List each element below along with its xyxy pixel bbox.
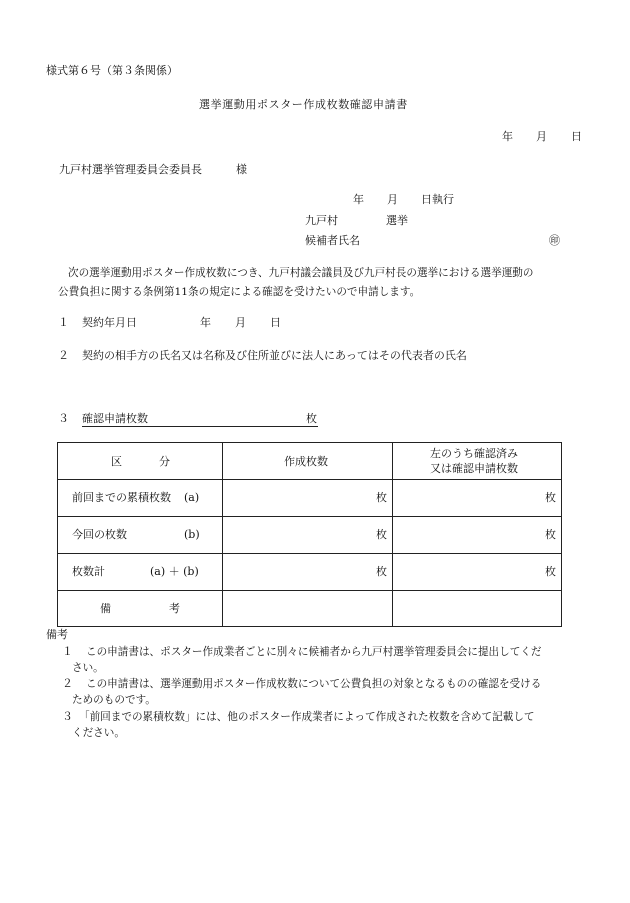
election-village: 九戸村 <box>305 214 338 227</box>
item-3-num: ３ <box>58 412 69 425</box>
addressee-name: 九戸村選挙管理委員会委員長 <box>59 163 202 176</box>
table-col-line-1 <box>222 443 223 626</box>
item-2-label: 契約の相手方の氏名又は名称及び住所並びに法人にあってはその代表者の氏名 <box>82 349 467 362</box>
row-unit-count: 枚 <box>376 528 387 541</box>
row-unit-confirmed: 枚 <box>545 491 556 504</box>
item-3-label: 確認申請枚数 <box>82 412 148 425</box>
remarks-b: 考 <box>169 602 180 615</box>
election-day-exec: 日執行 <box>421 193 454 206</box>
body-text-line1: 次の選挙運動用ポスター作成枚数につき、九戸村議会議員及び九戸村長の選挙における選挙運動の <box>68 267 534 279</box>
table-row-line-4 <box>58 590 561 591</box>
date-year: 年 <box>502 130 513 143</box>
table-row-line-2 <box>58 516 561 517</box>
header-count: 作成枚数 <box>284 455 328 468</box>
row-tag: (a) <box>184 491 200 504</box>
form-number: 様式第６号（第３条関係） <box>46 64 178 77</box>
header-confirmed-line1: 左のうち確認済み <box>430 447 518 460</box>
note-2-line1: この申請書は、選挙運動用ポスター作成枚数について公費負担の対象となるものの確認を受ける <box>86 678 542 690</box>
election-type: 選挙 <box>386 214 408 227</box>
row-unit-count: 枚 <box>376 491 387 504</box>
table-row-line-3 <box>58 553 561 554</box>
note-2-line2: ためのものです。 <box>72 694 156 706</box>
body-text-line2: 公費負担に関する条例第11条の規定による確認を受けたいので申請します。 <box>58 286 421 298</box>
table-row-line-1 <box>58 479 561 480</box>
item-1-year: 年 <box>200 316 211 329</box>
item-3-underline <box>82 426 318 427</box>
candidate-label: 候補者氏名 <box>305 234 360 247</box>
row-tag: (a) ＋ (b) <box>150 565 199 578</box>
item-1-label: 契約年月日 <box>82 316 137 329</box>
note-1-num: １ <box>62 645 73 658</box>
note-3-num: ３ <box>62 710 73 723</box>
table-col-line-2 <box>392 443 393 626</box>
note-1-line1: この申請書は、ポスター作成業者ごとに別々に候補者から九戸村選挙管理委員会に提出してくだ <box>86 646 542 658</box>
date-month: 月 <box>536 130 547 143</box>
row-unit-confirmed: 枚 <box>545 528 556 541</box>
item-1-day: 日 <box>270 316 281 329</box>
remarks-a: 備 <box>100 602 111 615</box>
row-label: 前回までの累積枚数 <box>72 491 171 504</box>
item-2-num: ２ <box>58 349 69 362</box>
page-title: 選挙運動用ポスター作成枚数確認申請書 <box>199 98 408 111</box>
note-3-line1: 「前回までの累積枚数」には、他のポスター作成業者によって作成された枚数を含めて記載して <box>79 711 535 723</box>
row-unit-confirmed: 枚 <box>545 565 556 578</box>
header-category-b: 分 <box>159 455 170 468</box>
notes-heading: 備考 <box>46 628 68 641</box>
header-category-a: 区 <box>111 455 122 468</box>
item-1-num: １ <box>58 316 69 329</box>
row-unit-count: 枚 <box>376 565 387 578</box>
summary-table <box>57 442 562 627</box>
seal-mark: ㊞ <box>549 234 560 247</box>
note-3-line2: ください。 <box>72 727 125 739</box>
item-3-unit: 枚 <box>306 412 317 425</box>
row-label: 枚数計 <box>72 565 105 578</box>
election-month: 月 <box>387 193 398 206</box>
election-year: 年 <box>353 193 364 206</box>
date-day: 日 <box>571 130 582 143</box>
item-1-month: 月 <box>235 316 246 329</box>
row-tag: (b) <box>184 528 200 541</box>
addressee-honorific: 様 <box>236 163 247 176</box>
row-label: 今回の枚数 <box>72 528 127 541</box>
header-confirmed-line2: 又は確認申請枚数 <box>430 462 518 475</box>
note-1-line2: さい。 <box>72 662 104 674</box>
note-2-num: ２ <box>62 677 73 690</box>
